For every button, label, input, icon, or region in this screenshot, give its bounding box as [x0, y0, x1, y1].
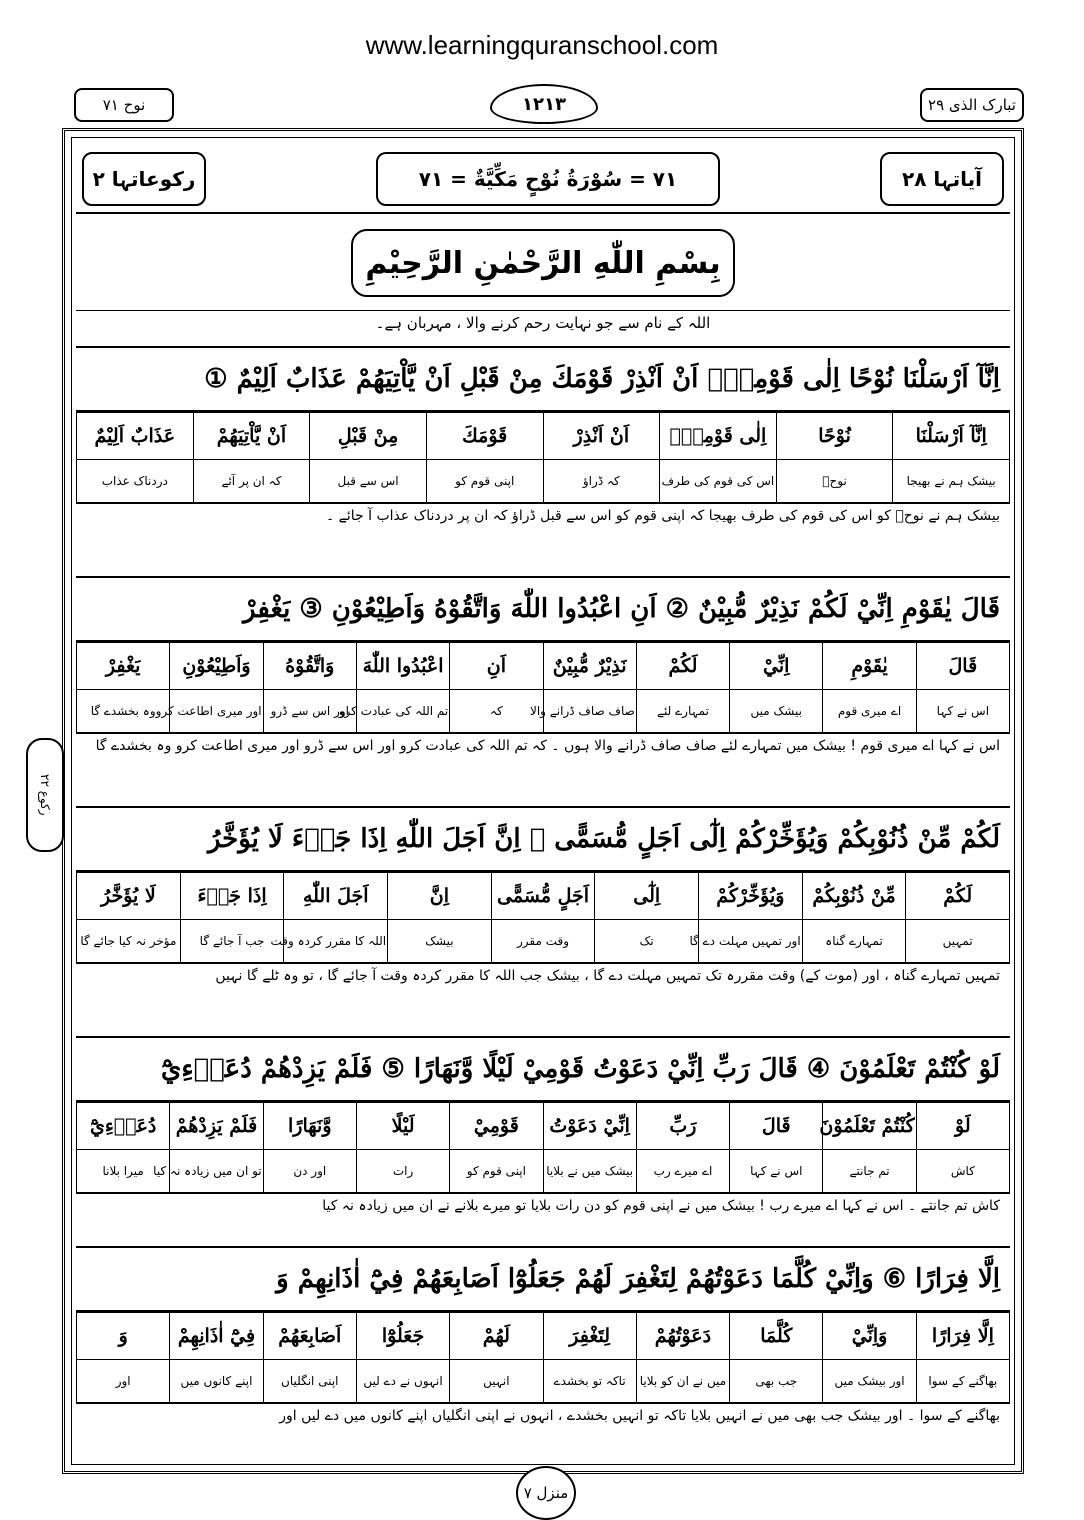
word-translation-cell: اور تمہیں مہلت دے گا: [699, 920, 803, 963]
word-cell: لَهُمْ: [450, 1313, 543, 1360]
word-cell: يَغْفِرْ: [77, 643, 170, 690]
word-translation-cell: مؤخر نہ کیا جائے گا: [77, 920, 181, 963]
word-translation-cell: اس کی قوم کی طرف: [660, 460, 777, 503]
manzil-marker: منزل ٧: [516, 1466, 576, 1520]
section-4: [76, 1036, 1010, 1225]
word-cell: دُعَاۗءِيْٓ: [77, 1103, 170, 1150]
word-translation-cell: تاکہ تو بخشدے: [543, 1360, 636, 1403]
full-translation: بھاگنے کے سوا ۔ اور بیشک جب بھی میں نے انہیں بلایا تاکہ تو انہیں بخشدے ، انہوں نے اپنی انگلیاں اپنے کانوں میں دے لیں اور: [76, 1403, 1010, 1435]
word-translation-cell: بیشک میں نے بلایا: [543, 1150, 636, 1193]
word-cell: وَاِنِّيْ: [823, 1313, 916, 1360]
word-translation-cell: رات: [356, 1150, 449, 1193]
word-translation-cell: کہ ڈراؤ: [543, 460, 660, 503]
word-translation-cell: اس سے قبل: [310, 460, 427, 503]
word-translation-cell: کہ ان پر آئے: [193, 460, 310, 503]
word-translation-cell: اپنی قوم کو: [450, 1150, 543, 1193]
word-translation-cell: بیشک ہم نے بھیجا: [893, 460, 1010, 503]
word-cell: عَذَابٌ اَلِيْمٌ: [77, 413, 194, 460]
word-cell: قَوْمَكَ: [426, 413, 543, 460]
bismillah-calligraphy: بِسْمِ اللّٰهِ الرَّحْمٰنِ الرَّحِيْمِ: [351, 229, 735, 297]
word-translation-cell: تم جانتے: [823, 1150, 916, 1193]
word-translation-cell: وقت مقرر: [491, 920, 595, 963]
word-cell: وَاتَّقُوْهُ: [263, 643, 356, 690]
word-cell: قَالَ: [916, 643, 1009, 690]
word-cell: وَيُؤَخِّرْكُمْ: [699, 873, 803, 920]
word-translation-cell: انہیں: [450, 1360, 543, 1403]
surah-name-box: ٧١ = سُوْرَةُ نُوْحٍ مَكِّيَّةٌ = ٧١: [376, 152, 720, 206]
word-cell: جَعَلُوْٓا: [356, 1313, 449, 1360]
word-cell: لَكُمْ: [906, 873, 1010, 920]
full-translation: بیشک ہم نے نوحؑ کو اس کی قوم کی طرف بھیجا کہ اپنی قوم کو اس سے قبل ڈراؤ کہ ان پر دردناک عذاب آ جائے ۔: [76, 503, 1010, 535]
page-number: ١٢١٣: [490, 84, 598, 124]
para-label: تبارک الذی ٢٩: [920, 88, 1024, 122]
word-cell: اِنِّيْ: [730, 643, 823, 690]
word-translation-cell: اپنے کانوں میں: [170, 1360, 263, 1403]
word-translation-cell: کہ: [450, 690, 543, 733]
word-cell: قَالَ: [730, 1103, 823, 1150]
word-cell: رَبِّ: [636, 1103, 729, 1150]
word-translation-cell: اپنی انگلیاں: [263, 1360, 356, 1403]
page-inner-frame: [71, 137, 1015, 1465]
word-cell: فِيْٓ اٰذَانِهِمْ: [170, 1313, 263, 1360]
word-cell: اعْبُدُوا اللّٰهَ: [356, 643, 449, 690]
word-cell: اِلَّا فِرَارًا: [916, 1313, 1009, 1360]
surah-number-label: نوح ٧١: [74, 88, 174, 122]
word-translation-cell: اور اس سے ڈرو: [263, 690, 356, 733]
word-translation-cell: جب بھی: [730, 1360, 823, 1403]
word-cell: اَجَلَ اللّٰهِ: [284, 873, 388, 920]
word-translation-cell: اے میری قوم: [823, 690, 916, 733]
word-translation-cell: جب آ جائے گا: [180, 920, 284, 963]
surah-title-row: [76, 142, 1010, 214]
word-translation-cell: میرا بلانا: [77, 1150, 170, 1193]
word-cell: اِنِّيْ دَعَوْتُ: [543, 1103, 636, 1150]
word-cell: اِلٰى قَوْمِهٖٓ: [660, 413, 777, 460]
bismillah-translation: اللہ کے نام سے جو نہایت رحم کرنے والا ، مہربان ہے۔: [375, 314, 711, 332]
word-cell: اِلٰٓى: [595, 873, 699, 920]
word-translation-cell: تم اللہ کی عبادت کرو: [356, 690, 449, 733]
word-cell: مِنْ قَبْلِ: [310, 413, 427, 460]
ayah-line: لَكُمْ مِّنْ ذُنُوْبِكُمْ وَيُؤَخِّرْكُمْ اِلٰٓى اَجَلٍ مُّسَمًّى ۭ اِنَّ اَجَلَ اللّٰهِ اِذَا جَاۗءَ لَا يُؤَخَّرُ: [76, 806, 1010, 872]
bismillah-row: [76, 216, 1010, 311]
website-url[interactable]: www.learningquranschool.com: [365, 30, 719, 60]
word-translation-cell: بھاگنے کے سوا: [916, 1360, 1009, 1403]
ayah-line: اِلَّا فِرَارًا ⑥ وَاِنِّيْ كُلَّمَا دَعَوْتُهُمْ لِتَغْفِرَ لَهُمْ جَعَلُوْٓا اَصَابِعَهُمْ فِيْٓ اٰذَانِهِمْ وَ: [76, 1246, 1010, 1312]
word-cell: اَنِ: [450, 643, 543, 690]
word-cell: كُلَّمَا: [730, 1313, 823, 1360]
word-grid: [76, 1312, 1010, 1403]
word-translation-cell: اور بیشک میں: [823, 1360, 916, 1403]
word-translation-cell: نوحؑ: [776, 460, 893, 503]
word-translation-cell: اللہ کا مقرر کردہ وقت: [284, 920, 388, 963]
section-1: [76, 346, 1010, 535]
ayah-line: قَالَ يٰقَوْمِ اِنِّيْ لَكُمْ نَذِيْرٌ مُّبِيْنٌ ② اَنِ اعْبُدُوا اللّٰهَ وَاتَّقُوْهُ وَاَطِيْعُوْنِ ③ يَغْفِرْ: [76, 576, 1010, 642]
word-cell: نُوْحًا: [776, 413, 893, 460]
word-cell: اَنْ يَّاْتِيَهُمْ: [193, 413, 310, 460]
word-cell: اِنَّ: [388, 873, 492, 920]
word-cell: اَصَابِعَهُمْ: [263, 1313, 356, 1360]
word-cell: لَكُمْ: [636, 643, 729, 690]
word-translation-cell: تمہارے گناہ: [802, 920, 906, 963]
word-cell: فَلَمْ يَزِدْهُمْ: [170, 1103, 263, 1150]
word-cell: لِتَغْفِرَ: [543, 1313, 636, 1360]
ruku-side-marker: رکوع ٢٢: [26, 738, 64, 852]
word-cell: وَاَطِيْعُوْنِ: [170, 643, 263, 690]
word-translation-cell: بیشک: [388, 920, 492, 963]
word-cell: اَجَلٍ مُّسَمًّى: [491, 873, 595, 920]
word-cell: قَوْمِيْ: [450, 1103, 543, 1150]
full-translation: اس نے کہا اے میری قوم ! بیشک میں تمہارے لئے صاف صاف ڈرانے والا ہوں ۔ کہ تم اللہ کی عبادت کرو اور اس سے ڈرو اور میری اطاعت کرو وہ بخشدے گا: [76, 733, 1010, 765]
section-5: [76, 1246, 1010, 1435]
word-translation-cell: اور میری اطاعت کرو: [170, 690, 263, 733]
word-translation-cell: اس نے کہا: [730, 1150, 823, 1193]
rukus-count-box: رکوعاتہا ٢: [82, 152, 206, 206]
word-translation-cell: صاف صاف ڈرانے والا: [543, 690, 636, 733]
word-cell: مِّنْ ذُنُوْبِكُمْ: [802, 873, 906, 920]
word-grid: [76, 412, 1010, 503]
section-2: [76, 576, 1010, 765]
word-translation-cell: اے میرے رب: [636, 1150, 729, 1193]
word-cell: يٰقَوْمِ: [823, 643, 916, 690]
full-translation: تمہیں تمہارے گناہ ، اور (موت کے) وقت مقررہ تک تمہیں مہلت دے گا ، بیشک جب اللہ کا مقرر کردہ وقت آ جائے گا ، تو وہ ٹلے گا نہیں: [76, 963, 1010, 995]
word-cell: اِنَّآ اَرْسَلْنَا: [893, 413, 1010, 460]
full-translation: کاش تم جانتے ۔ اس نے کہا اے میرے رب ! بیشک میں نے اپنی قوم کو دن رات بلایا تو میرے بلانے نے ان میں زیادہ نہ کیا: [76, 1193, 1010, 1225]
word-translation-cell: کاش: [916, 1150, 1009, 1193]
word-cell: اِذَا جَاۗءَ: [180, 873, 284, 920]
word-grid: [76, 872, 1010, 963]
word-translation-cell: وہ بخشدے گا: [77, 690, 170, 733]
word-cell: وَّنَهَارًا: [263, 1103, 356, 1150]
word-translation-cell: اس نے کہا: [916, 690, 1009, 733]
word-cell: اَنْ اَنْذِرْ: [543, 413, 660, 460]
word-cell: دَعَوْتُهُمْ: [636, 1313, 729, 1360]
word-translation-cell: بیشک میں: [730, 690, 823, 733]
ayah-line: اِنَّآ اَرْسَلْنَا نُوْحًا اِلٰى قَوْمِهٖٓ اَنْ اَنْذِرْ قَوْمَكَ مِنْ قَبْلِ اَنْ يَّاْتِيَهُمْ عَذَابٌ اَلِيْمٌ ①: [76, 346, 1010, 412]
word-cell: نَذِيْرٌ مُّبِيْنٌ: [543, 643, 636, 690]
word-translation-cell: دردناک عذاب: [77, 460, 194, 503]
word-cell: لَا يُؤَخَّرُ: [77, 873, 181, 920]
section-3: [76, 806, 1010, 995]
word-translation-cell: تو ان میں زیادہ نہ کیا: [170, 1150, 263, 1193]
ayat-count-box: آیاتہا ٢٨: [880, 152, 1004, 206]
word-translation-cell: انہوں نے دے لیں: [356, 1360, 449, 1403]
word-translation-cell: تمہارے لئے: [636, 690, 729, 733]
word-translation-cell: اپنی قوم کو: [426, 460, 543, 503]
word-translation-cell: تک: [595, 920, 699, 963]
word-grid: [76, 1102, 1010, 1193]
word-grid: [76, 642, 1010, 733]
word-translation-cell: اور دن: [263, 1150, 356, 1193]
page-frame: [62, 128, 1024, 1474]
word-cell: وَ: [77, 1313, 170, 1360]
word-cell: لَوْ: [916, 1103, 1009, 1150]
word-cell: لَيْلًا: [356, 1103, 449, 1150]
word-translation-cell: اور: [77, 1360, 170, 1403]
word-translation-cell: تمہیں: [906, 920, 1010, 963]
word-translation-cell: میں نے ان کو بلایا: [636, 1360, 729, 1403]
word-cell: كُنْتُمْ تَعْلَمُوْنَ: [823, 1103, 916, 1150]
ayah-line: لَوْ كُنْتُمْ تَعْلَمُوْنَ ④ قَالَ رَبِّ اِنِّيْ دَعَوْتُ قَوْمِيْ لَيْلًا وَّنَهَارًا ⑤ فَلَمْ يَزِدْهُمْ دُعَاۗءِيْٓ: [76, 1036, 1010, 1102]
